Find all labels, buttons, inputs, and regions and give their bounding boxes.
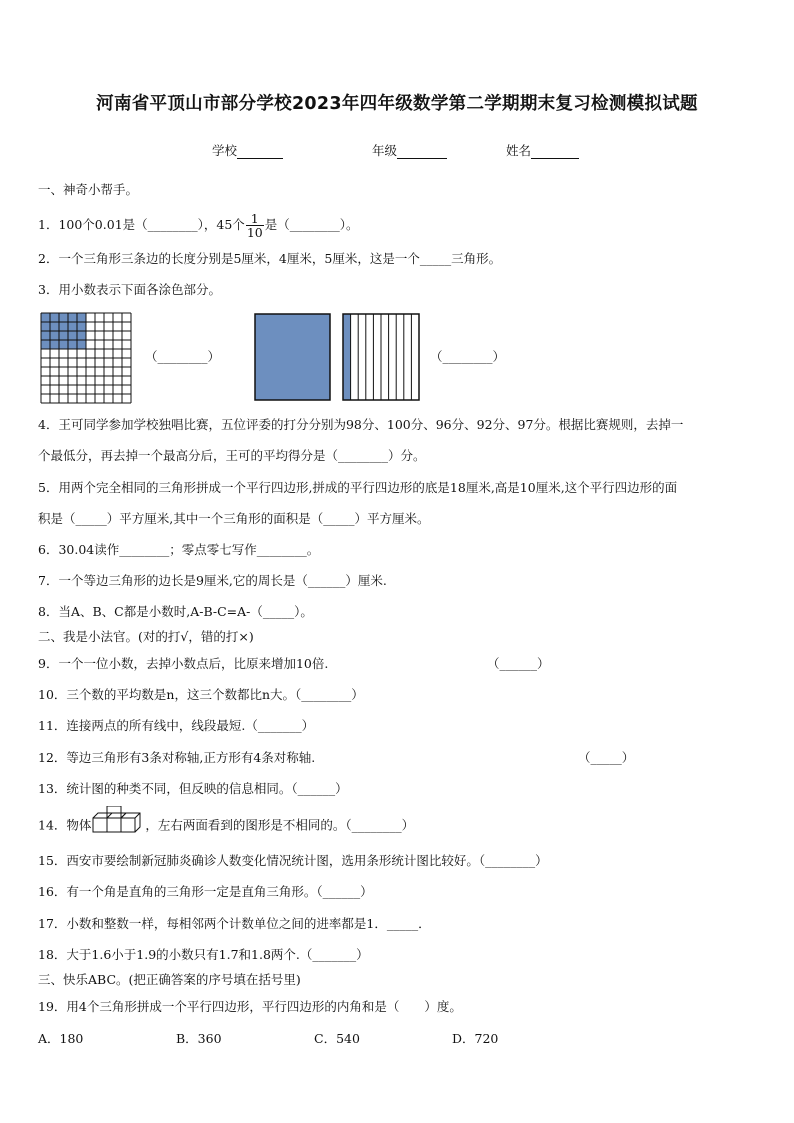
question-5-line-1: 5．用两个完全相同的三角形拼成一个平行四边形,拼成的平行四边形的底是18厘米,高是10厘米,这个平行四边形的面 bbox=[38, 480, 678, 495]
question-9: 9．一个一位小数，去掉小数点后，比原来增加10倍. bbox=[38, 656, 329, 671]
question-8: 8．当A、B、C都是小数时,A-B-C=A-（_____）。 bbox=[38, 604, 313, 619]
question-16: 16．有一个角是直角的三角形一定是直角三角形。（______） bbox=[38, 884, 373, 899]
question-3: 3．用小数表示下面各涂色部分。 bbox=[38, 282, 221, 297]
question-14 bbox=[38, 816, 414, 836]
option-c[interactable]: C．540 bbox=[314, 1031, 360, 1046]
question-12-paren[interactable]: （_____） bbox=[578, 750, 635, 765]
grade-field[interactable] bbox=[372, 141, 447, 159]
school-field[interactable] bbox=[212, 141, 283, 159]
question-4-line-2: 个最低分，再去掉一个最高分后，王可的平均得分是（________）分。 bbox=[38, 448, 426, 463]
name-label: 姓名 bbox=[506, 143, 532, 158]
grid-figure-2 bbox=[254, 312, 422, 404]
question-1 bbox=[38, 212, 358, 239]
q3-answer-1[interactable]: （________） bbox=[145, 349, 221, 364]
school-label: 学校 bbox=[212, 143, 238, 158]
q14-text-b: ，左右两面看到的图形是不相同的。（________） bbox=[145, 817, 415, 833]
q14-text-a: 14．物体 bbox=[38, 817, 92, 833]
question-19: 19．用4个三角形拼成一个平行四边形，平行四边形的内角和是（ ）度。 bbox=[38, 999, 462, 1014]
name-field[interactable] bbox=[506, 141, 579, 159]
option-a[interactable]: A．180 bbox=[38, 1031, 84, 1046]
q3-answer-2[interactable]: （________） bbox=[430, 349, 506, 364]
shaded-strip bbox=[343, 314, 351, 400]
grade-blank[interactable] bbox=[397, 143, 447, 159]
question-12: 12．等边三角形有3条对称轴,正方形有4条对称轴. bbox=[38, 750, 316, 765]
page-title: 河南省平顶山市部分学校2023年四年级数学第二学期期末复习检测模拟试题 bbox=[96, 94, 698, 114]
grade-label: 年级 bbox=[372, 143, 398, 158]
name-blank[interactable] bbox=[531, 143, 579, 159]
grid-figure-1 bbox=[40, 312, 132, 404]
question-18: 18．大于1.6小于1.9的小数只有1.7和1.8两个.（_______） bbox=[38, 947, 369, 962]
fraction-denominator: 10 bbox=[246, 225, 263, 240]
question-4-line-1: 4．王可同学参加学校独唱比赛，五位评委的打分分别为98分、100分、96分、92分、97分。根据比赛规则，去掉一 bbox=[38, 417, 684, 432]
question-13: 13．统计图的种类不同，但反映的信息相同。（______） bbox=[38, 781, 348, 796]
question-17: 17．小数和整数一样，每相邻两个计数单位之间的进率都是1．_____． bbox=[38, 916, 431, 931]
cubes-icon bbox=[91, 806, 145, 836]
school-blank[interactable] bbox=[237, 143, 283, 159]
question-7: 7．一个等边三角形的边长是9厘米,它的周长是（______）厘米. bbox=[38, 573, 387, 588]
fraction-numerator: 1 bbox=[246, 212, 264, 226]
question-6: 6．30.04读作________；零点零七写作________。 bbox=[38, 542, 320, 557]
section-2-heading: 二、我是小法官。(对的打√，错的打×) bbox=[38, 629, 254, 644]
strip-square bbox=[343, 314, 419, 400]
full-shaded-square bbox=[255, 314, 330, 400]
question-15: 15．西安市要绘制新冠肺炎确诊人数变化情况统计图，选用条形统计图比较好。（________） bbox=[38, 853, 548, 868]
option-b[interactable]: B．360 bbox=[176, 1031, 222, 1046]
question-5-line-2: 积是（_____）平方厘米,其中一个三角形的面积是（_____）平方厘米。 bbox=[38, 511, 430, 526]
question-11: 11．连接两点的所有线中，线段最短.（_______） bbox=[38, 718, 315, 733]
section-1-heading: 一、神奇小帮手。 bbox=[38, 182, 139, 197]
option-d[interactable]: D．720 bbox=[452, 1031, 499, 1046]
q1-text-a: 1．100个0.01是（________），45个 bbox=[38, 217, 245, 232]
question-9-paren[interactable]: （______） bbox=[487, 656, 550, 671]
q1-text-b: 是（________）。 bbox=[264, 217, 359, 232]
question-2: 2．一个三角形三条边的长度分别是5厘米，4厘米，5厘米，这是一个_____三角形。 bbox=[38, 251, 502, 266]
question-10: 10．三个数的平均数是n，这三个数都比n大。（________） bbox=[38, 687, 364, 702]
fraction bbox=[246, 212, 264, 239]
section-3-heading: 三、快乐ABC。(把正确答案的序号填在括号里) bbox=[38, 972, 301, 987]
